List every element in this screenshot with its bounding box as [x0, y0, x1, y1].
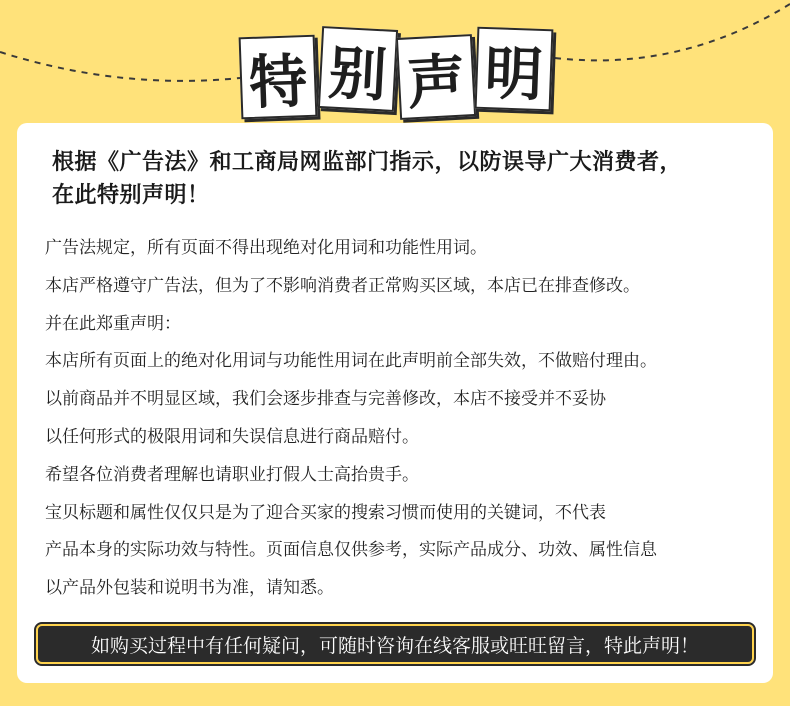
- body-line: 并在此郑重声明：: [45, 313, 181, 334]
- title-char-card: [318, 26, 398, 112]
- body-line: 广告法规定，所有页面不得出现绝对化用词和功能性用词。: [45, 238, 487, 258]
- body-line: 本店严格遵守广告法，但为了不影响消费者正常购买区域，本店已在排查修改。: [45, 275, 640, 296]
- body-line: 以任何形式的极限用词和失误信息进行商品赔付。: [45, 426, 419, 447]
- title-char: 声: [405, 46, 468, 118]
- body-line: 本店所有页面上的绝对化用词与功能性用词在此声明前全部失效，不做赔付理由。: [45, 351, 657, 372]
- title-char: 特: [247, 47, 309, 117]
- title-char: 别: [326, 38, 389, 110]
- page-title: [0, 22, 790, 122]
- notice-banner: [36, 624, 754, 664]
- notice-text: 如购买过程中有任何疑问，可随时咨询在线客服或旺旺留言，特此声明！: [90, 634, 699, 657]
- body-line: 希望各位消费者理解也请职业打假人士高抬贵手。: [45, 464, 419, 485]
- body-line: 以前商品并不明显区域，我们会逐步排查与完善修改，本店不接受并不妥协: [45, 389, 606, 410]
- statement-body: [45, 230, 765, 608]
- title-char-card: [475, 27, 554, 112]
- body-line: 以产品外包装和说明书为准，请知悉。: [45, 578, 334, 599]
- heading-line: 在此特别声明！: [52, 183, 210, 208]
- heading-line: 根据《广告法》和工商局网监部门指示，以防误导广大消费者，: [52, 150, 683, 175]
- title-char: 明: [483, 39, 544, 109]
- statement-heading: [52, 146, 752, 212]
- body-line: 产品本身的实际功效与特性。页面信息仅供参考，实际产品成分、功效、属性信息: [45, 540, 657, 561]
- title-char-card: [239, 35, 318, 120]
- title-char-card: [396, 34, 476, 120]
- body-line: 宝贝标题和属性仅仅只是为了迎合买家的搜索习惯而使用的关键词，不代表: [45, 502, 606, 523]
